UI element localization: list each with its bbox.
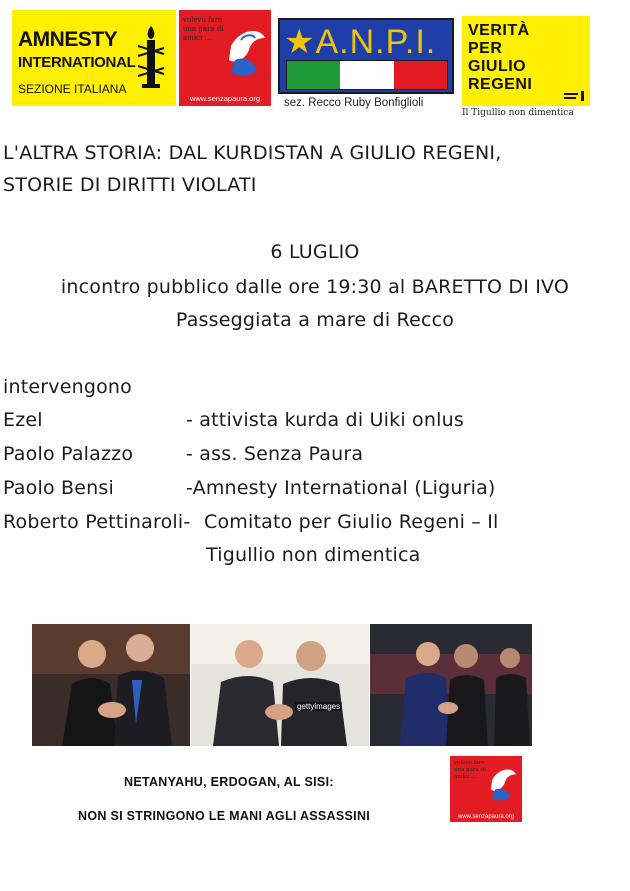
speaker-name-2: Paolo Palazzo xyxy=(3,443,134,465)
senza-paura-logo xyxy=(179,10,271,106)
photo-handshake-erdogan xyxy=(191,624,369,746)
amnesty-logo xyxy=(12,10,176,106)
amnesty-line3: SEZIONE ITALIANA xyxy=(18,82,127,96)
speaker-role-1: - attivista kurda di Uiki onlus xyxy=(186,409,464,431)
verita-line4: REGENI xyxy=(468,76,533,93)
flag-white xyxy=(340,61,393,89)
speakers-heading: intervengono xyxy=(3,376,132,398)
handshake-illustration-1 xyxy=(32,624,190,746)
handshake-illustration-3 xyxy=(370,624,532,746)
title-line2: STORIE DI DIRITTI VIOLATI xyxy=(3,174,257,196)
handshake-illustration-2 xyxy=(191,624,369,746)
verita-text xyxy=(468,22,532,94)
flag-green xyxy=(287,61,340,89)
event-line1: incontro pubblico dalle ore 19:30 al BARETTO DI IVO xyxy=(60,276,570,298)
event-line2: Passeggiata a mare di Recco xyxy=(175,309,455,331)
amnesty-line2: INTERNATIONAL xyxy=(18,54,136,71)
title-line1: L'ALTRA STORIA: DAL KURDISTAN A GIULIO REGENI, xyxy=(3,142,502,164)
speaker-name-1: Ezel xyxy=(3,409,43,431)
verita-line2: PER xyxy=(468,40,503,57)
senza-paura-url: www.senzapaura.org xyxy=(189,94,261,103)
speaker-role-4: Comitato per Giulio Regeni – Il xyxy=(204,511,499,533)
anpi-logo xyxy=(278,18,454,112)
verita-regeni-logo xyxy=(462,16,590,106)
candle-barbed-wire-icon xyxy=(134,22,168,92)
senza-paura-script: volevo fare una gara di amici ... xyxy=(183,16,224,42)
anpi-subtitle: sez. Recco Ruby Bonfiglioli xyxy=(284,97,424,109)
photo-handshake-netanyahu xyxy=(32,624,190,746)
speaker-continuation: Tigullio non dimentica xyxy=(206,544,421,566)
senza-paura-footer-logo xyxy=(450,756,522,822)
speaker-name-3: Paolo Bensi xyxy=(3,477,114,499)
footer-line2: NON SI STRINGONO LE MANI AGLI ASSASSINI xyxy=(78,809,371,823)
footer-hands-dove-icon xyxy=(484,759,520,805)
photo-handshake-alsisi xyxy=(370,624,532,746)
footer-logo-script: volevo fare una gara di amici ... xyxy=(454,760,486,780)
anpi-box xyxy=(278,18,454,94)
verita-line1: VERITÀ xyxy=(468,22,530,39)
event-date: 6 LUGLIO xyxy=(270,241,360,263)
photo-watermark: gettyimages xyxy=(297,702,341,711)
anpi-title: ★A.N.P.I. xyxy=(284,23,437,61)
flag-red xyxy=(394,61,447,89)
amnesty-mini-icon xyxy=(564,90,586,102)
speaker-role-3: -Amnesty International (Liguria) xyxy=(186,477,496,499)
verita-line3: GIULIO xyxy=(468,58,527,75)
tigullio-note: Il Tigullio non dimentica xyxy=(462,108,574,118)
footer-line1: NETANYAHU, ERDOGAN, AL SISI: xyxy=(124,775,334,789)
speaker-name-4: Roberto Pettinaroli- xyxy=(3,511,191,533)
footer-logo-url: www.senzapaura.org xyxy=(457,814,515,820)
amnesty-line1: AMNESTY xyxy=(18,28,118,51)
speaker-role-2: - ass. Senza Paura xyxy=(186,443,364,465)
italian-flag xyxy=(286,60,448,90)
hands-dove-icon xyxy=(221,16,269,82)
